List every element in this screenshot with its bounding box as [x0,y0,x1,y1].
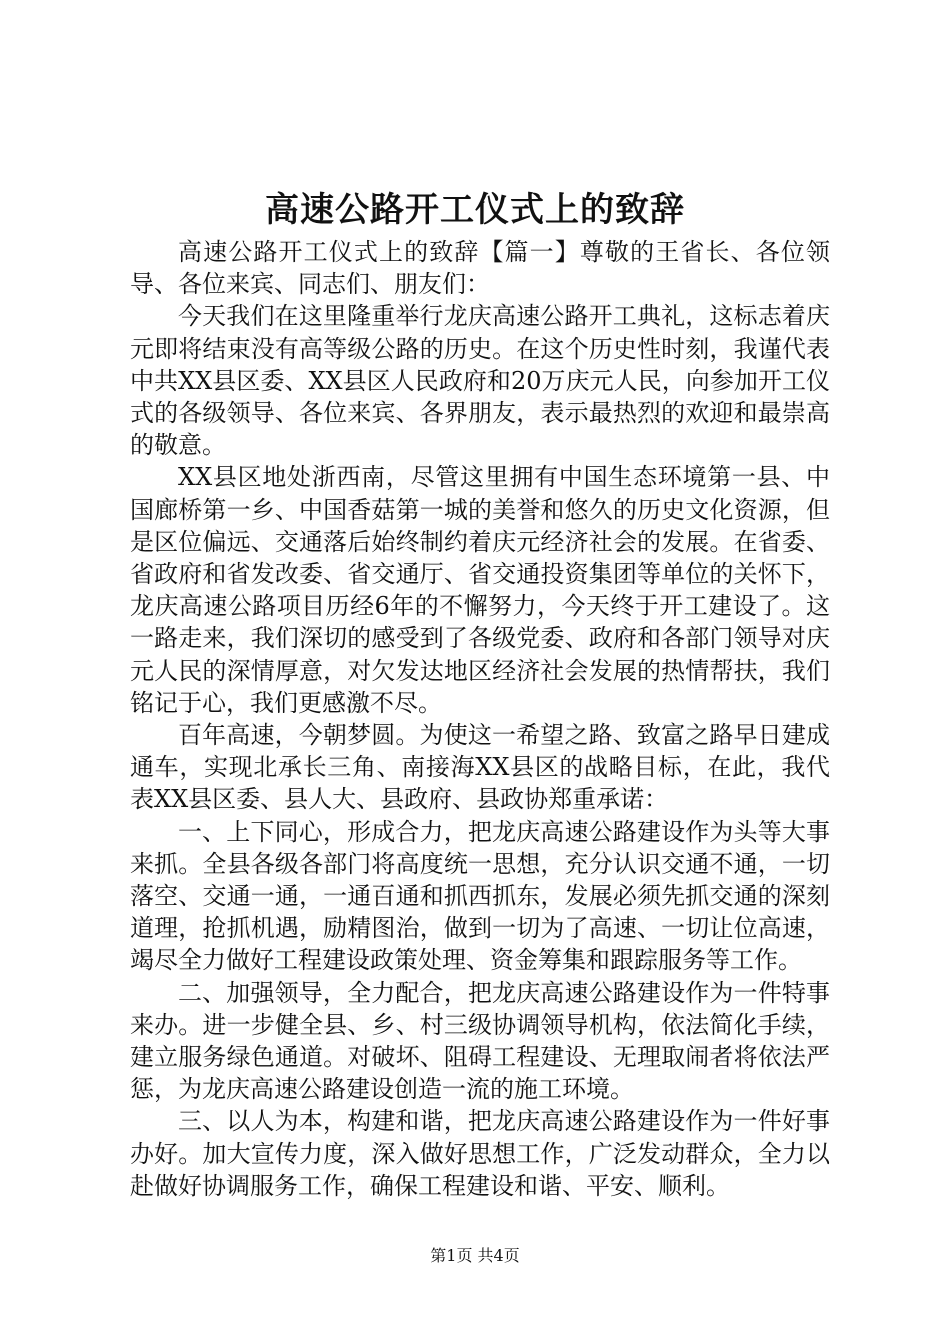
paragraph-2: 今天我们在这里隆重举行龙庆高速公路开工典礼，这标志着庆元即将结束没有高等级公路的历史。在这个历史性时刻，我谨代表中共XX县区委、XX县区人民政府和20万庆元人民，向参加开工仪式的各级领导、各位来宾、各界朋友，表示最热烈的欢迎和最崇高的敬意。 [130,302,830,460]
paragraph-7: 三、以人为本，构建和谐，把龙庆高速公路建设作为一件好事办好。加大宣传力度，深入做好思想工作，广泛发动群众，全力以赴做好协调服务工作，确保工程建设和谐、平安、顺利。 [130,1107,830,1200]
paragraph-1: 高速公路开工仪式上的致辞【篇一】尊敬的王省长、各位领导、各位来宾、同志们、朋友们： [130,238,830,299]
paragraph-4: 百年高速，今朝梦圆。为使这一希望之路、致富之路早日建成通车，实现北承长三角、南接海XX县区的战略目标，在此，我代表XX县区委、县人大、县政府、县政协郑重承诺： [130,721,830,814]
paragraph-5: 一、上下同心，形成合力，把龙庆高速公路建设作为头等大事来抓。全县各级各部门将高度统一思想，充分认识交通不通，一切落空、交通一通，一通百通和抓西抓东，发展必须先抓交通的深刻道理，抢抓机遇，励精图治，做到一切为了高速、一切让位高速，竭尽全力做好工程建设政策处理、资金筹集和跟踪服务等工作。 [130,817,830,975]
document-title: 高速公路开工仪式上的致辞 [265,190,685,230]
paragraph-3: XX县区地处浙西南，尽管这里拥有中国生态环境第一县、中国廊桥第一乡、中国香菇第一城的美誉和悠久的历史文化资源，但是区位偏远、交通落后始终制约着庆元经济社会的发展。在省委、省政府和省发改委、省交通厅、省交通投资集团等单位的关怀下，龙庆高速公路项目历经6年的不懈努力，今天终于开工建设了。这一路走来，我们深切的感受到了各级党委、政府和各部门领导对庆元人民的深情厚意，对欠发达地区经济社会发展的热情帮扶，我们铭记于心，我们更感激不尽。 [130,463,830,717]
page-number-footer: 第1页 共4页 [430,1246,520,1265]
paragraph-6: 二、加强领导，全力配合，把龙庆高速公路建设作为一件特事来办。进一步健全县、乡、村三级协调领导机构，依法简化手续，建立服务绿色通道。对破坏、阻碍工程建设、无理取闹者将依法严惩，为龙庆高速公路建设创造一流的施工环境。 [130,978,830,1104]
document-body [130,236,830,1202]
